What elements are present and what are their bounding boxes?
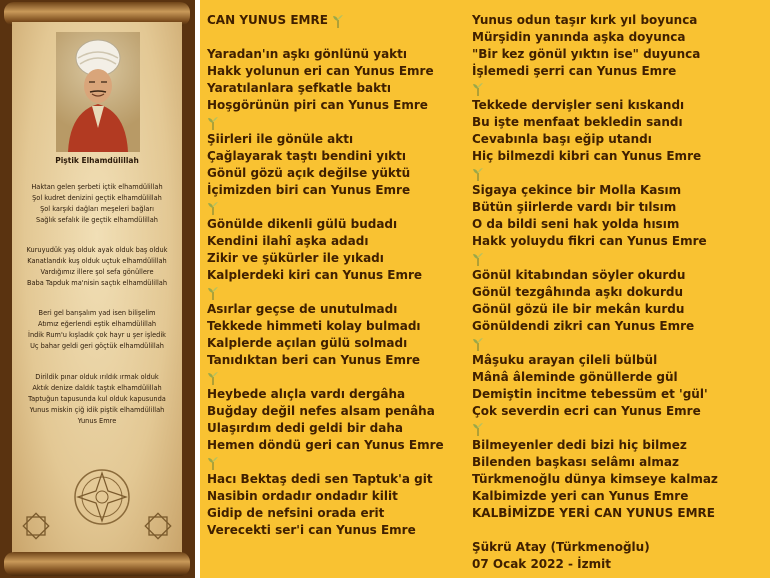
- sprout-icon: [472, 167, 484, 181]
- sprout-icon: [472, 422, 484, 436]
- scroll-line: Sağlık sefalık ile geçtik elhamdülillah: [36, 215, 158, 224]
- scroll-stanza-3: [12, 308, 182, 352]
- scroll-line: Kuruyudük yaş olduk ayak olduk baş olduk: [26, 246, 168, 254]
- poem-line: Kendini ilahî aşka adadı: [207, 234, 369, 248]
- poem-line: Çok severdin ecri can Yunus Emre: [472, 404, 701, 418]
- portrait-image: [56, 32, 140, 152]
- poem-line: Kalplerde açılan gülü solmadı: [207, 336, 408, 350]
- poem-line: Cevabınla başı eğip utandı: [472, 132, 652, 146]
- scroll-line: Aktık denize daldık taştık elhamdülillah: [32, 383, 162, 392]
- poem-line: Gönül gözü açık değilse yüktü: [207, 166, 411, 180]
- scroll-line: Vardığımız illere şol sefa gönüllere: [40, 267, 154, 276]
- poem-column-left: [207, 12, 465, 539]
- poem-line: KALBİMİZDE YERİ CAN YUNUS EMRE: [472, 506, 715, 520]
- stanza: [207, 216, 465, 284]
- poem-line: Bütün şiirlerde vardı bir tılsım: [472, 200, 677, 214]
- poem-line: Mürşidin yanında aşka doyunca: [472, 30, 686, 44]
- scroll-image: [0, 0, 195, 578]
- stanza: [207, 301, 465, 369]
- poem-line: İşlemedi şerri can Yunus Emre: [472, 64, 677, 78]
- stanza: [207, 46, 465, 114]
- poem-title: CAN YUNUS EMRE: [207, 12, 465, 29]
- stanza: [207, 131, 465, 199]
- scroll-line: Baba Tapduk ma'nisin saçtık elhamdülillah: [26, 278, 168, 287]
- scroll-line: Atımız eğerlendi eştik elhamdülillah: [37, 319, 157, 328]
- poem-line: Heybede alıçla vardı dergâha: [207, 387, 406, 401]
- scroll-line: Kanatlandık kuş olduk uçtuk elhamdülillah: [27, 256, 167, 265]
- stanza: [207, 471, 465, 539]
- scroll-line: İndik Rum'u kışladık çok hayr u şer işledik: [28, 330, 166, 339]
- stanza: [207, 386, 465, 454]
- sprout-icon: [472, 337, 484, 351]
- sprout-icon: [207, 201, 219, 215]
- poem-date: 07 Ocak 2022 - İzmit: [472, 557, 611, 571]
- poem-line: Tekkede dervişler seni kıskandı: [472, 98, 685, 112]
- poem-line: Yaratılanlara şefkatle baktı: [207, 81, 391, 95]
- scroll-line: Haktan gelen şerbeti içtik elhamdülillah: [31, 183, 163, 191]
- stanza: [472, 352, 766, 420]
- scroll-line: Şol kudret denizini geçtik elhamdülillah: [32, 193, 162, 202]
- poem-line: Türkmenoğlu dünya kimseye kalmaz: [472, 472, 718, 486]
- poem-line: Sigaya çekince bir Molla Kasım: [472, 183, 682, 197]
- poem-line: Gönül kitabından söyler okurdu: [472, 268, 686, 282]
- poem-line: Hiç bilmezdi kibri can Yunus Emre: [472, 149, 702, 163]
- poem-line: Bu işte menfaat bekledin sandı: [472, 115, 683, 129]
- sprout-icon: [472, 82, 484, 96]
- stanza: [472, 267, 766, 335]
- poem-line: Hemen döndü geri can Yunus Emre: [207, 438, 444, 452]
- poem-line: Tanıdıktan beri can Yunus Emre: [207, 353, 421, 367]
- poem-line: Buğday değil nefes alsam penâha: [207, 404, 435, 418]
- divider: [195, 0, 200, 578]
- signature: [472, 539, 766, 573]
- poem-line: Mânâ âleminde gönüllerde gül: [472, 370, 678, 384]
- knot-ornament: [144, 512, 172, 540]
- poem-line: Hacı Bektaş dedi sen Taptuk'a git: [207, 472, 433, 486]
- sprout-icon: [207, 456, 219, 470]
- scroll-line: Beri gel barışalım yad isen bilişelim: [38, 309, 156, 317]
- poem-line: Gönüldendi zikri can Yunus Emre: [472, 319, 695, 333]
- scroll-line: Taptuğun tapusunda kul olduk kapusunda: [28, 394, 166, 403]
- scroll-line: Yunus miskin çiğ idik piştik elhamdülillah: [29, 405, 165, 414]
- knot-ornament: [22, 512, 50, 540]
- poem-line: Yaradan'ın aşkı gönlünü yaktı: [207, 47, 407, 61]
- poem-line: Demiştin incitme tebessüm et 'gül': [472, 387, 708, 401]
- stanza: [472, 182, 766, 250]
- poem-line: Hoşgörünün piri can Yunus Emre: [207, 98, 428, 112]
- scroll-line: Dirildik pınar olduk ırıldık ırmak olduk: [35, 373, 159, 381]
- poem-line: Zikir ve şükürler ile yıkadı: [207, 251, 384, 265]
- scroll-stanza-1: [12, 182, 182, 226]
- poem-line: Nasibin ordadır ondadır kilit: [207, 489, 398, 503]
- sprout-icon: [207, 116, 219, 130]
- scroll-line: Şol karşıki dağları meşeleri bağları: [40, 204, 154, 213]
- stanza: [472, 97, 766, 165]
- scroll-stanza-4: [12, 372, 182, 427]
- scroll-line: Yunus Emre: [77, 416, 117, 425]
- poem-column-right: [472, 12, 766, 573]
- poem-line: Mâşuku arayan çileli bülbül: [472, 353, 658, 367]
- poem-line: O da bildi seni hak yolda hısım: [472, 217, 680, 231]
- scroll-line: Uç bahar geldi geri göçtük elhamdülillah: [30, 341, 164, 350]
- poem-line: Gönül tezgâhında aşkı dokurdu: [472, 285, 684, 299]
- author-name: Şükrü Atay (Türkmenoğlu): [472, 540, 650, 554]
- sprout-icon: [332, 14, 344, 28]
- poem-line: Ulaşırdım dedi geldi bir daha: [207, 421, 403, 435]
- poem-line: Verecekti ser'i can Yunus Emre: [207, 523, 416, 537]
- scroll-title: Piştik Elhamdülillah: [55, 156, 139, 165]
- poem-line: Gönül gözü ile bir mekân kurdu: [472, 302, 685, 316]
- stanza: [472, 12, 766, 80]
- poem-line: Bilmeyenler dedi bizi hiç bilmez: [472, 438, 687, 452]
- sprout-icon: [207, 371, 219, 385]
- scroll-bottom-roll: [4, 552, 190, 576]
- poem-line: Hakk yoluydu fikri can Yunus Emre: [472, 234, 707, 248]
- poem-line: Asırlar geçse de unutulmadı: [207, 302, 398, 316]
- sprout-icon: [207, 286, 219, 300]
- poem-line: İçimizden biri can Yunus Emre: [207, 183, 411, 197]
- poem-line: Hakk yolunun eri can Yunus Emre: [207, 64, 434, 78]
- poem-line: Yunus odun taşır kırk yıl boyunca: [472, 13, 698, 27]
- poem-line: Bilenden başkası selâmı almaz: [472, 455, 679, 469]
- sprout-icon: [472, 252, 484, 266]
- poem-line: "Bir kez gönül yıktın ise" duyunca: [472, 47, 701, 61]
- rosette-ornament: [72, 467, 132, 527]
- poem-line: Tekkede himmeti kolay bulmadı: [207, 319, 421, 333]
- poem-line: Gidip de nefsini orada erit: [207, 506, 385, 520]
- scroll-paper: [12, 22, 182, 556]
- poem-line: Şiirleri ile gönüle aktı: [207, 132, 354, 146]
- poem-line: Çağlayarak taştı bendini yıktı: [207, 149, 407, 163]
- poem-line: Kalbimizde yeri can Yunus Emre: [472, 489, 689, 503]
- stanza: [472, 437, 766, 522]
- poem-line: Kalplerdeki kiri can Yunus Emre: [207, 268, 423, 282]
- poem-line: Gönülde dikenli gülü budadı: [207, 217, 398, 231]
- scroll-stanza-2: [12, 245, 182, 289]
